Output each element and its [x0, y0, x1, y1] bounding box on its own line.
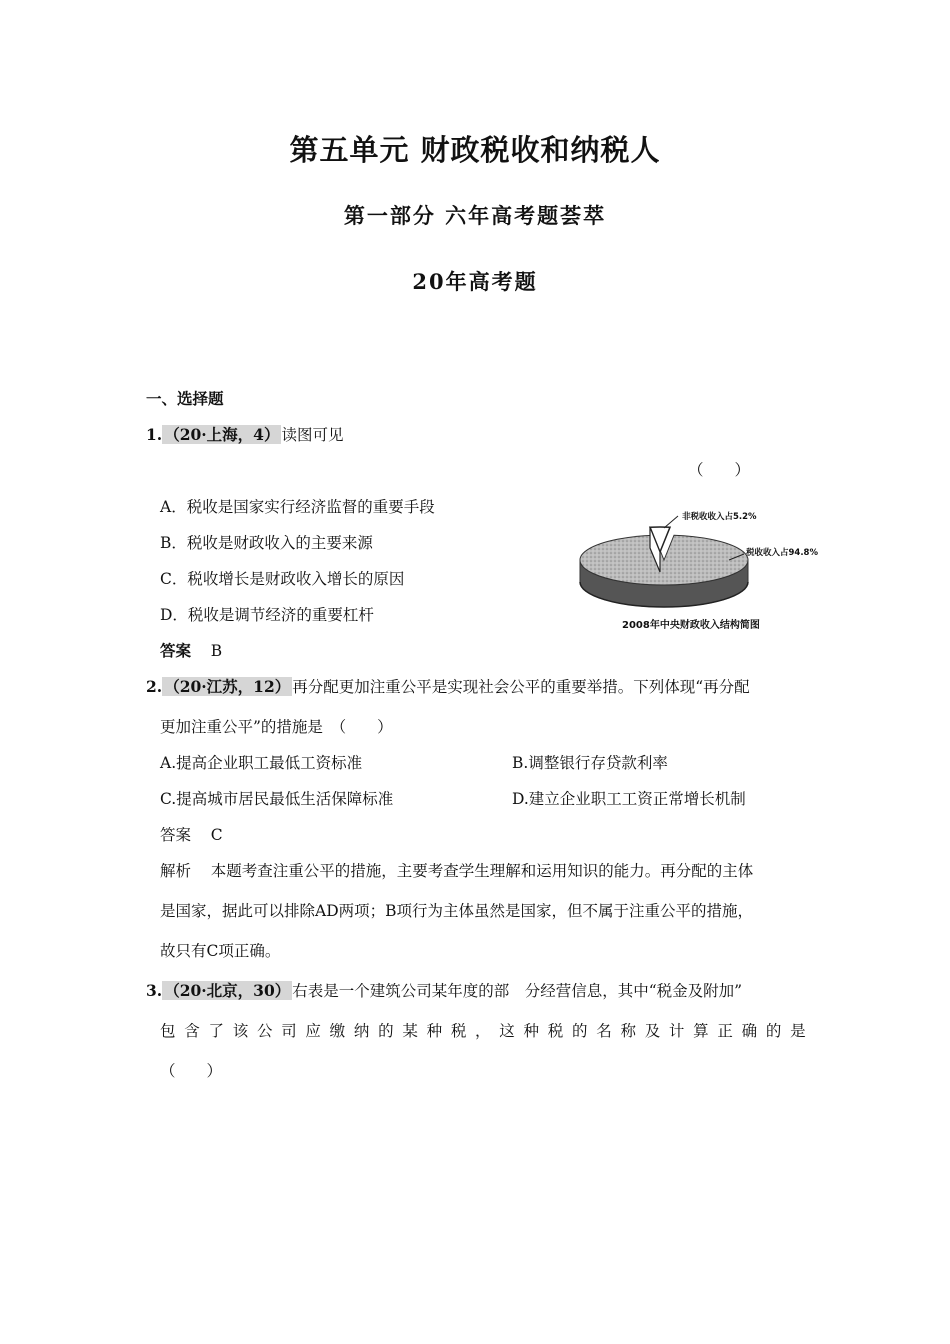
option-c: C．税收增长是财政收入增长的原因	[160, 570, 405, 588]
stem-char: 及	[644, 1022, 661, 1040]
stem-char: 称	[620, 1022, 636, 1040]
answer-line	[160, 823, 223, 845]
stem-char: 某	[402, 1022, 418, 1040]
answer-value: B	[210, 642, 223, 660]
stem-char: 应	[305, 1022, 321, 1040]
stem-char: 这	[499, 1022, 515, 1040]
option-b: B.调整银行存贷款利率	[512, 754, 668, 772]
pie-label-tax: 税收收入占94.8%	[746, 548, 818, 558]
stem-char: 税	[547, 1022, 564, 1040]
question-3-stem-line2	[160, 1019, 806, 1041]
option-d: D.建立企业职工工资正常增长机制	[512, 790, 746, 808]
answer-label: 答案	[160, 641, 192, 660]
analysis-line-3: 故只有C项正确。	[160, 942, 281, 960]
stem-char: 税	[450, 1022, 467, 1040]
option-b: B．税收是财政收入的主要来源	[160, 534, 373, 552]
pie-label-nontax: 非税收收入占5.2%	[682, 512, 757, 522]
part-title: 第一部分 六年高考题荟萃	[343, 203, 607, 228]
stem-char: 种	[523, 1022, 540, 1040]
unit-title: 第五单元 财政税收和纳税人	[289, 133, 661, 167]
analysis-text: 本题考查注重公平的措施，主要考查学生理解和运用知识的能力。再分配的主体	[210, 862, 754, 880]
stem-char: 含	[184, 1022, 200, 1040]
answer-line	[160, 639, 222, 661]
answer-value: C	[210, 826, 223, 844]
question-number: 3.	[146, 981, 163, 1000]
stem-char: 种	[426, 1022, 443, 1040]
stem-char: 是	[790, 1022, 806, 1040]
question-number: 2.	[146, 677, 163, 696]
section-heading: 一、选择题	[146, 389, 224, 408]
stem-char: 确	[741, 1022, 758, 1040]
answer-label: 答案	[160, 826, 192, 844]
question-text: 右表是一个建筑公司某年度的部 分经营信息，其中“税金及附加”	[292, 982, 743, 1000]
question-source: （20·上海，4）	[164, 425, 280, 444]
stem-char: ，	[475, 1022, 491, 1040]
question-1-stem	[146, 423, 343, 445]
option-d: D．税收是调节经济的重要杠杆	[160, 606, 374, 624]
stem-char: 缴	[329, 1022, 346, 1040]
question-text: 再分配更加注重公平是实现社会公平的重要举措。下列体现“再分配	[292, 678, 750, 696]
question-2-stem	[146, 675, 750, 697]
answer-paren: （ ）	[688, 461, 751, 479]
option-a: A．税收是国家实行经济监督的重要手段	[160, 498, 435, 516]
pie-chart-title: 2008年中央财政收入结构简图	[622, 620, 760, 631]
question-2-stem-line2: 更加注重公平”的措施是 （ ）	[160, 718, 393, 736]
question-number: 1.	[146, 425, 163, 444]
stem-char: 该	[232, 1022, 249, 1040]
stem-char: 的	[765, 1022, 782, 1040]
analysis-line-2: 是国家，据此可以排除AD两项；B项行为主体虽然是国家，但不属于注重公平的措施，	[160, 902, 754, 920]
answer-paren: （ ）	[160, 1062, 223, 1080]
stem-char: 公	[256, 1022, 273, 1040]
stem-char: 的	[378, 1022, 394, 1040]
stem-char: 司	[281, 1022, 297, 1040]
option-a: A.提高企业职工最低工资标准	[160, 754, 363, 772]
option-c: C.提高城市居民最低生活保障标准	[160, 790, 394, 808]
question-source: （20·北京，30）	[164, 981, 291, 1000]
stem-char: 计	[668, 1022, 685, 1040]
question-3-stem	[146, 979, 742, 1001]
year-title: 20年高考题	[412, 269, 538, 294]
stem-char: 名	[596, 1022, 612, 1040]
stem-char: 了	[208, 1022, 224, 1040]
stem-char: 纳	[353, 1022, 370, 1040]
stem-char: 包	[160, 1022, 176, 1040]
analysis-label: 解析	[160, 862, 192, 880]
question-text: 读图可见	[281, 426, 344, 444]
stem-char: 算	[693, 1022, 709, 1040]
question-source: （20·江苏，12）	[164, 677, 291, 696]
stem-char: 的	[571, 1022, 588, 1040]
pie-chart	[574, 500, 834, 638]
analysis-line-1	[160, 859, 753, 881]
stem-char: 正	[717, 1022, 733, 1040]
